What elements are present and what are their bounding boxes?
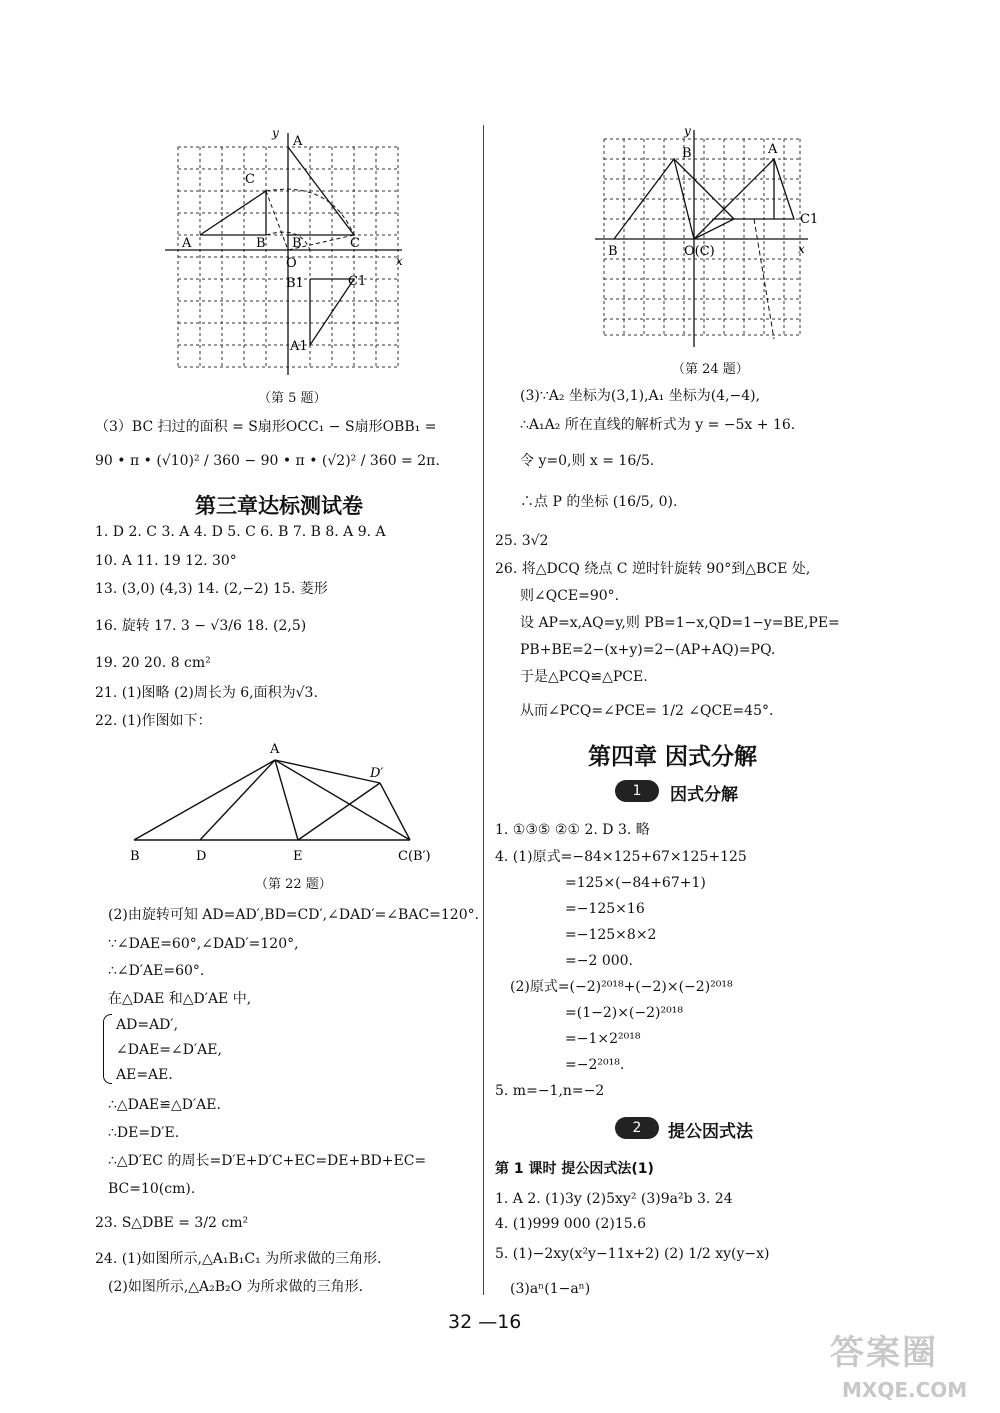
right-c2: 4. (1)原式=−84×125+67×125+125 (495, 849, 747, 865)
left-b4: 在△DAE 和△D′AE 中, (108, 991, 252, 1007)
figure-24-graph (590, 124, 819, 350)
left-b11: BC=10(cm). (108, 1181, 196, 1197)
right-r6: 26. 将△DCQ 绕点 C 逆时针旋转 90°到△BCE 处, (495, 561, 811, 577)
fig24-label-4: B (682, 146, 692, 161)
section-2-badge: 2 (615, 1117, 659, 1139)
left-b9: ∴DE=D′E. (108, 1125, 180, 1141)
section-1-badge: 1 (615, 780, 659, 802)
left-a4: 16. 旋转 17. 3 − √3/6 18. (2,5) (95, 618, 307, 634)
right-r2: ∴A₁A₂ 所在直线的解析式为 y = −5x + 16. (520, 417, 796, 433)
left-l2: 90 • π • (√10)² / 360 − 90 • π • (√2)² / 360 = 2π. (95, 453, 440, 469)
right-r8: 设 AP=x,AQ=y,则 PB=1−x,QD=1−y=BE,PE= (520, 615, 840, 631)
right-r7: 则∠QCE=90°. (520, 588, 620, 604)
fig5-label-10: x (396, 254, 403, 268)
right-c10: =−2²⁰¹⁸. (565, 1057, 625, 1073)
figure-22-triangle (120, 735, 450, 870)
right-d1: 1. A 2. (1)3y (2)5xy² (3)9a²b 3. 24 (495, 1191, 733, 1207)
section-2-title: 提公因式法 (668, 1122, 753, 1142)
fig5-label-1: C (245, 172, 255, 187)
figure-5-graph (160, 125, 410, 390)
right-r5: 25. 3√2 (495, 533, 549, 549)
fig24-label-1: A (768, 142, 778, 157)
fig5-label-11: y (272, 126, 279, 140)
fig24-label-5: y (684, 124, 691, 138)
right-c11: 5. m=−1,n=−2 (495, 1083, 605, 1099)
chapter3-title: 第三章达标测试卷 (195, 494, 363, 518)
right-c9: =−1×2²⁰¹⁸ (565, 1031, 641, 1047)
fig22-label-4: E (293, 849, 303, 864)
left-b13: 24. (1)如图所示,△A₁B₁C₁ 为所求做的三角形. (95, 1251, 382, 1267)
fig5-label-7: B1 (286, 276, 304, 291)
left-b1: (2)由旋转可知 AD=AD′,BD=CD′,∠DAD′=∠BAC=120°. (108, 907, 480, 923)
fig5-label-5: C (350, 236, 360, 251)
system-brace (103, 1014, 112, 1084)
section-1-title: 因式分解 (670, 785, 738, 805)
left-b8: ∴△DAE≌△D′AE. (108, 1097, 221, 1113)
left-a7: 22. (1)作图如下： (95, 713, 212, 729)
right-r10: 于是△PCQ≌△PCE. (520, 669, 648, 685)
left-a6: 21. (1)图略 (2)周长为 6,面积为√3. (95, 685, 318, 701)
fig24-label-6: x (798, 242, 805, 256)
fig5-label-9: A1 (290, 339, 308, 354)
left-b7: AE=AE. (116, 1067, 173, 1083)
right-r1: (3)∵A₂ 坐标为(3,1),A₁ 坐标为(4,−4), (520, 388, 761, 404)
watermark-logo: 答案圈 (830, 1333, 938, 1373)
fig5-label-2: A (293, 134, 303, 149)
left-b2: ∵∠DAE=60°,∠DAD′=120°, (108, 936, 299, 952)
left-b10: ∴△D′EC 的周长=D′E+D′C+EC=DE+BD+EC= (108, 1153, 427, 1169)
right-c6: =−2 000. (565, 953, 633, 969)
right-c3: =125×(−84+67+1) (565, 875, 706, 891)
left-b14: (2)如图所示,△A₂B₂O 为所求做的三角形. (108, 1279, 364, 1295)
fig22-caption: （第 22 题） (255, 877, 332, 892)
right-r9: PB+BE=2−(x+y)=2−(AP+AQ)=PQ. (520, 642, 776, 658)
left-a5: 19. 20 20. 8 cm² (95, 655, 211, 671)
right-d4: (3)aⁿ(1−aⁿ) (510, 1281, 591, 1297)
left-b3: ∴∠D′AE=60°. (108, 963, 205, 979)
right-r4: ∴点 P 的坐标 (16/5, 0). (520, 494, 678, 510)
left-a1: 1. D 2. C 3. A 4. D 5. C 6. B 7. B 8. A 9. A (95, 524, 386, 540)
left-b6: ∠DAE=∠D′AE, (116, 1042, 222, 1058)
left-b12: 23. S△DBE = 3/2 cm² (95, 1215, 249, 1231)
right-c8: =(1−2)×(−2)²⁰¹⁸ (565, 1005, 683, 1021)
fig22-label-0: A (270, 742, 280, 757)
fig24-caption: （第 24 题） (672, 362, 749, 377)
right-d2: 4. (1)999 000 (2)15.6 (495, 1216, 646, 1232)
left-l1: （3）BC 扫过的面积 = S扇形OCC₁ − S扇形OBB₁ = (95, 419, 437, 435)
left-a3: 13. (3,0) (4,3) 14. (2,−2) 15. 菱形 (95, 581, 328, 597)
left-b5: AD=AD′, (116, 1017, 179, 1033)
right-c1: 1. ①③⑤ ②① 2. D 3. 略 (495, 822, 650, 838)
fig5-label-4: B (292, 236, 302, 251)
fig5-label-6: O (286, 256, 297, 271)
fig22-label-3: D (196, 849, 207, 864)
lesson-title: 第 1 课时 提公因式法(1) (495, 1161, 654, 1177)
right-c7: (2)原式=(−2)²⁰¹⁸+(−2)×(−2)²⁰¹⁸ (510, 979, 733, 995)
right-d3: 5. (1)−2xy(x²y−11x+2) (2) 1/2 xy(y−x) (495, 1246, 770, 1262)
fig5-label-0: A (182, 236, 192, 251)
left-a2: 10. A 11. 19 12. 30° (95, 553, 237, 569)
fig22-label-1: D′ (370, 766, 384, 781)
right-r11: 从而∠PCQ=∠PCE= 1/2 ∠QCE=45°. (520, 703, 774, 719)
fig5-label-8: C1 (348, 274, 367, 289)
fig24-label-3: C1 (800, 212, 819, 227)
watermark-url: MXQE.COM (842, 1378, 968, 1402)
right-c4: =−125×16 (565, 901, 645, 917)
fig22-label-2: B (130, 849, 140, 864)
column-divider (483, 125, 484, 1295)
page-number: 32 —16 (448, 1311, 522, 1333)
right-c5: =−125×8×2 (565, 927, 657, 943)
fig24-label-2: O(C) (684, 244, 715, 259)
fig5-label-3: B (256, 236, 266, 251)
fig5-caption: （第 5 题） (258, 391, 327, 406)
fig22-label-5: C(B′) (398, 849, 431, 864)
fig24-label-0: B (608, 244, 618, 259)
chapter4-title: 第四章 因式分解 (588, 744, 758, 770)
right-r3: 令 y=0,则 x = 16/5. (520, 453, 655, 469)
